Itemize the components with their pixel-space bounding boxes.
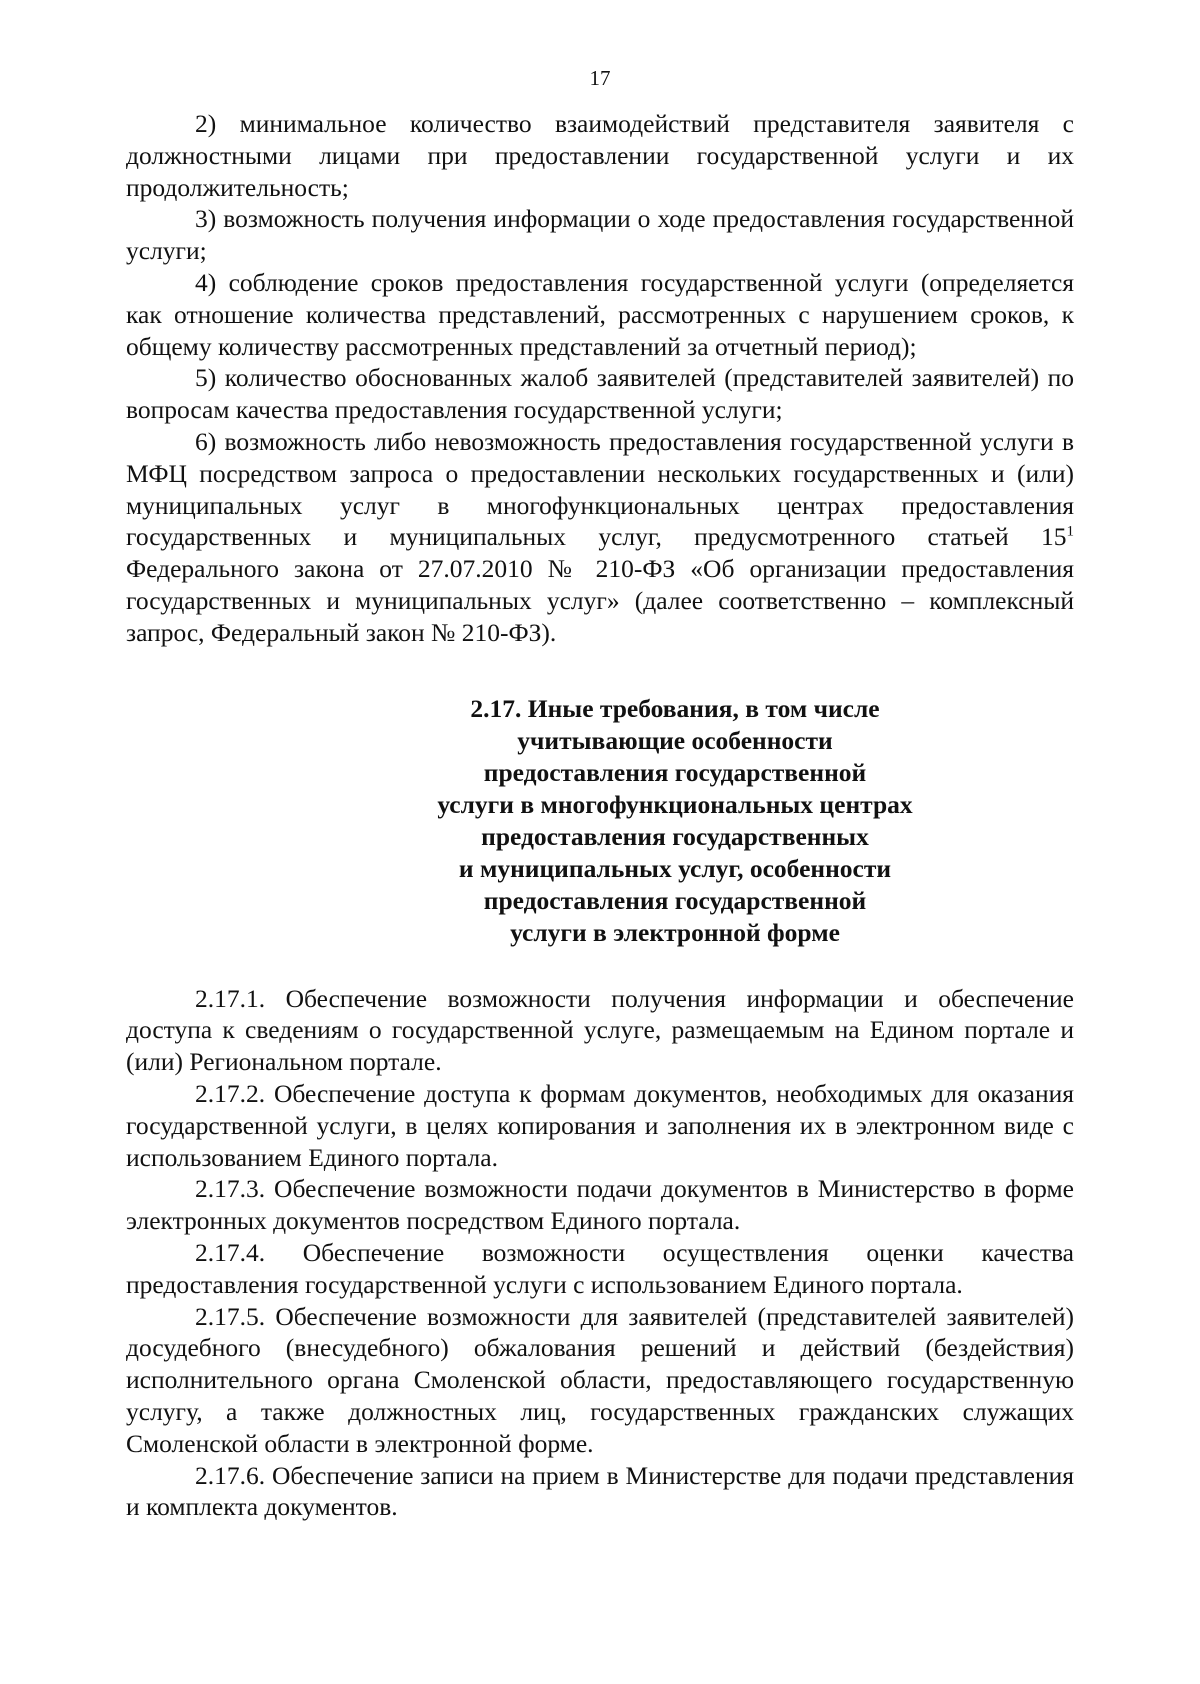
heading-line: и муниципальных услуг, особенности xyxy=(458,853,892,883)
paragraph-2-17-2: 2.17.2. Обеспечение доступа к формам документов, необходимых для оказания государственной услуги, в целях копирования и заполнения их в электронном виде с использованием Единого портала. xyxy=(126,1078,1074,1172)
heading-line: 2.17. Иные требования, в том числе xyxy=(470,693,880,723)
paragraph-2-17-1: 2.17.1. Обеспечение возможности получения информации и обеспечение доступа к сведениям о государственной услуге, размещаемым на Едином портале и (или) Региональном портале. xyxy=(126,983,1074,1077)
paragraph-item-3: 3) возможность получения информации о ходе предоставления государственной услуги; xyxy=(126,204,1074,266)
heading-line: предоставления государственной xyxy=(483,885,867,915)
paragraph-item-2: 2) минимальное количество взаимодействий представителя заявителя с должностными лицами при предоставлении государственной услуги и их продолжительность; xyxy=(126,109,1074,202)
paragraph-item-5: 5) количество обоснованных жалоб заявителей (представителей заявителей) по вопросам качества предоставления государственной услуги; xyxy=(126,363,1074,425)
heading-line: предоставления государственных xyxy=(481,821,869,851)
paragraph-item-4: 4) соблюдение сроков предоставления государственной услуги (определяется как отношение количества представлений, рассмотренных с нарушением сроков, к общему количеству рассмотренных представлений за отчетный период); xyxy=(126,267,1074,361)
heading-line: учитывающие особенности xyxy=(517,725,833,755)
paragraph-item-6 xyxy=(126,426,1074,649)
heading-line: услуги в многофункциональных центрах xyxy=(437,789,913,819)
page-number: 17 xyxy=(589,66,611,90)
document-body xyxy=(126,108,1074,1523)
paragraph-2-17-5: 2.17.5. Обеспечение возможности для заявителей (представителей заявителей) досудебного (внесудебного) обжалования решений и действий (бездействия) исполнительного органа Смоленской области, предоставляющего государственную услугу, а также должностных лиц, государственных гражданских служащих Смоленской области в электронной форме. xyxy=(126,1301,1074,1458)
paragraph-item-6-text-start: 6) возможность либо невозможность предоставления государственной услуги в МФЦ посредством запроса о предоставлении нескольких государственных и (или) муниципальных услуг в многофункциональных центрах предоставления государственных и муниципальных услуг, предусмотренного статьей 15 xyxy=(126,426,1074,552)
section-heading-2-17 xyxy=(126,693,1074,949)
paragraph-2-17-3: 2.17.3. Обеспечение возможности подачи документов в Министерство в форме электронных документов посредством Единого портала. xyxy=(126,1174,1074,1236)
heading-line: услуги в электронной форме xyxy=(510,917,840,947)
heading-line: предоставления государственной xyxy=(483,757,867,787)
paragraph-2-17-6: 2.17.6. Обеспечение записи на прием в Министерстве для подачи представления и комплекта документов. xyxy=(126,1460,1074,1522)
paragraph-2-17-4: 2.17.4. Обеспечение возможности осуществления оценки качества предоставления государственной услуги с использованием Единого портала. xyxy=(126,1237,1074,1299)
paragraph-item-6-text-end: Федерального закона от 27.07.2010 № 210-ФЗ «Об организации предоставления государственных и муниципальных услуг» (далее соответственно – комплексный запрос, Федеральный закон № 210-ФЗ). xyxy=(126,554,1074,647)
article-superscript: 1 xyxy=(1066,523,1074,540)
